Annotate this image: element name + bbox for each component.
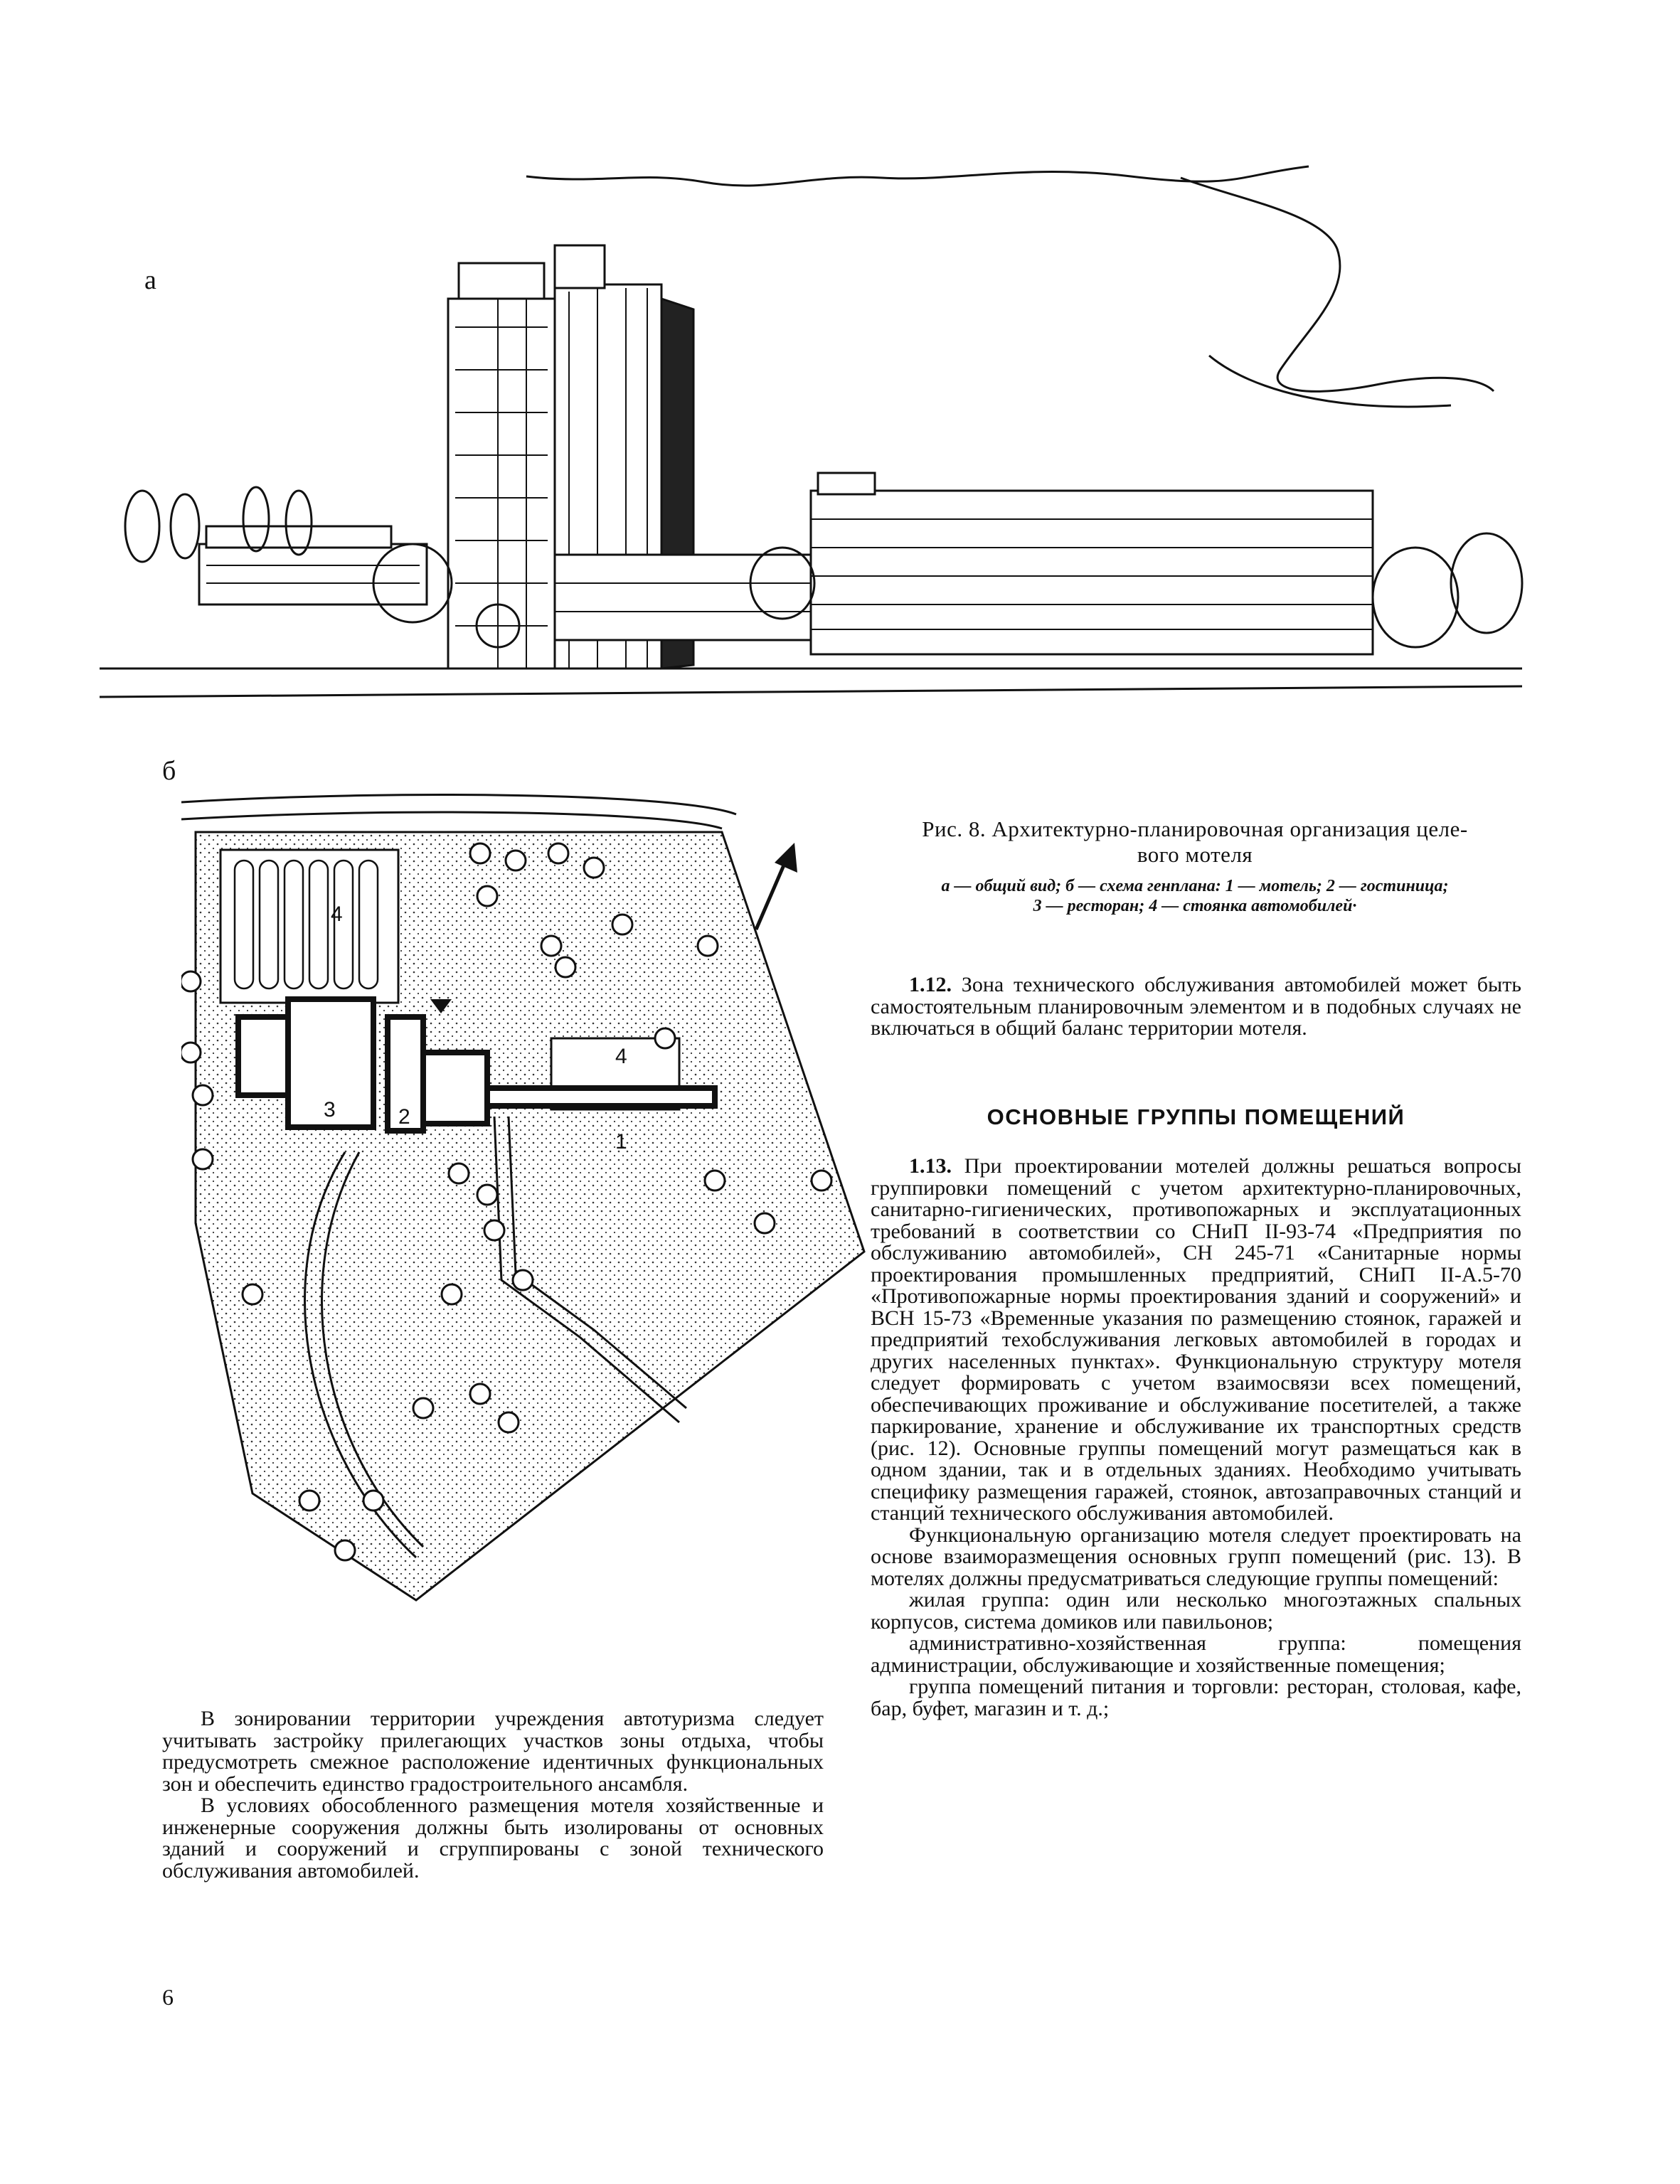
section-1-13 bbox=[871, 1156, 1521, 1720]
plan-label-4-right: 4 bbox=[615, 1045, 627, 1068]
plan-label-4-top: 4 bbox=[331, 902, 343, 926]
plan-label-1: 1 bbox=[615, 1130, 627, 1154]
figure-label-a: а bbox=[144, 265, 156, 295]
caption-title-line-2: вого мотеля bbox=[1137, 842, 1253, 867]
caption-sub-line-1: а — общий вид; б — схема генплана: 1 — мотель; 2 — гостиница; bbox=[941, 877, 1449, 895]
figure-label-b: б bbox=[162, 756, 176, 786]
section-1-13-para-2: Функциональную организацию мотеля следует проектировать на основе взаиморазмещения основных групп помещений (рис. 13). В мотелях должны предусматриваться следующие группы помещений: bbox=[871, 1523, 1521, 1590]
list-item-residential: жилая группа: один или несколько многоэтажных спальных корпусов, система домиков или павильонов; bbox=[871, 1588, 1521, 1634]
north-arrow-icon bbox=[750, 843, 804, 935]
page-number: 6 bbox=[162, 1984, 174, 2010]
section-heading: ОСНОВНЫЕ ГРУППЫ ПОМЕЩЕНИЙ bbox=[987, 1104, 1405, 1129]
list-item-catering: группа помещений питания и торговли: ресторан, столовая, кафе, бар, буфет, магазин и т. д.; bbox=[871, 1675, 1521, 1720]
section-1-12-text: Зона технического обслуживания автомобилей может быть самостоятельным планировочным элементом и в подобных случаях не включаться в общий баланс территории мотеля. bbox=[871, 973, 1521, 1040]
caption-sub-line-2: 3 — ресторан; 4 — стоянка автомобилей· bbox=[1033, 897, 1357, 915]
left-para-2: В условиях обособленного размещения мотеля хозяйственные и инженерные сооружения должны быть изолированы от основных зданий и сооружений и сгруппированы с зоной технического обслуживания автомобилей. bbox=[162, 1794, 824, 1882]
plan-label-3: 3 bbox=[324, 1098, 336, 1122]
caption-title-line-1: Рис. 8. Архитектурно-планировочная организация целе- bbox=[922, 816, 1468, 841]
left-para-1: В зонировании территории учреждения автотуризма следует учитывать застройку прилегающих участков зоны отдыха, чтобы предусмотреть смежное расположение идентичных функциональных зон и обеспечить единство градостроительного ансамбля. bbox=[162, 1707, 824, 1796]
plan-label-2: 2 bbox=[398, 1105, 410, 1129]
motel-perspective-illustration bbox=[100, 156, 1536, 711]
list-item-administrative: административно-хозяйственная группа: помещения администрации, обслуживающие и хозяйственные помещения; bbox=[871, 1631, 1521, 1677]
section-1-12-number: 1.12. bbox=[909, 973, 952, 996]
section-1-13-text: При проектировании мотелей должны решаться вопросы группировки помещений с учетом архитектурно-планировочных, санитарно-гигиенических, противопожарных и эксплуатационных требований в соответствии со СНиП II-93-74 «Предприятия по обслуживанию автомобилей», СН 245-71 «Санитарные нормы проектирования промышленных предприятий, СНиП II-А.5-70 «Противопожарные нормы проектирования зданий и сооружений» и ВСН 15-73 «Временные указания по размещению стоянок, гаражей и предприятий техобслуживания легковых автомобилей в городах и других населенных пунктах». Функциональную структуру мотеля следует формировать с учетом взаимосвязи всех помещений, обеспечивающих проживание и обслуживание посетителей, а также паркирование, хранение и обслуживание их транспортных средств (рис. 12). Основные группы помещений могут размещаться как в одном здании, так и в отдельных зданиях. Необходимо учитывать специфику размещения гаражей, стоянок, автозаправочных станций и станций технического обслуживания автомобилей. bbox=[871, 1154, 1521, 1525]
section-1-13-number: 1.13. bbox=[909, 1154, 952, 1178]
section-1-12 bbox=[871, 974, 1521, 1040]
left-column-text bbox=[162, 1708, 824, 1882]
